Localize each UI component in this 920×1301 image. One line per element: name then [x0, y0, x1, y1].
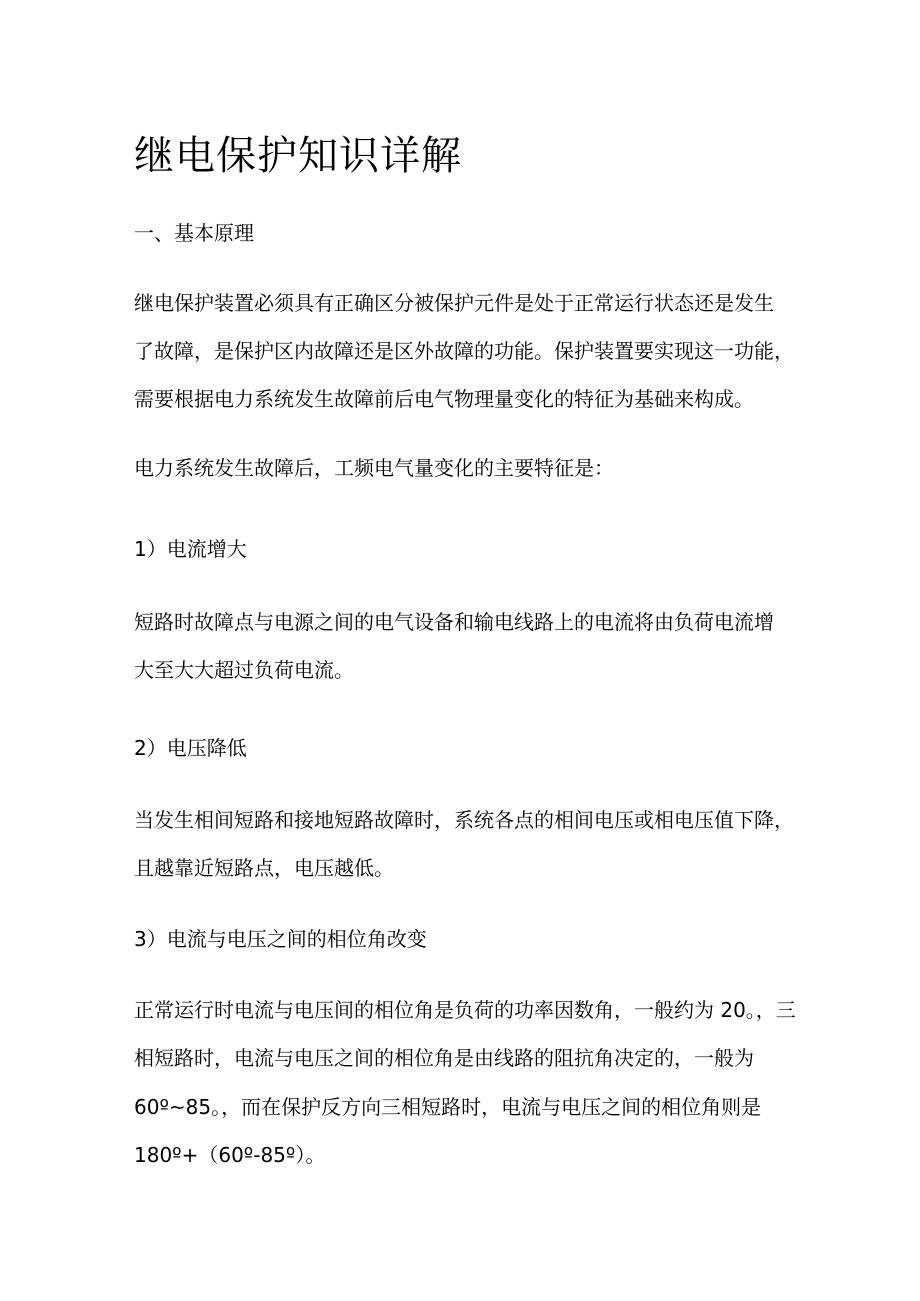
paragraph-line: 电力系统发生故障后，工频电气量变化的主要特征是： — [134, 456, 614, 480]
paragraph-line: 短路时故障点与电源之间的电气设备和输电线路上的电流将由负荷电流增 — [134, 610, 774, 634]
document-title: 继电保护知识详解 — [134, 133, 462, 179]
paragraph-line: 且越靠近短路点，电压越低。 — [134, 856, 394, 880]
paragraph-line: 继电保护装置必须具有正确区分被保护元件是处于正常运行状态还是发生 — [134, 291, 774, 315]
paragraph-line: 需要根据电力系统发生故障前后电气物理量变化的特征为基础来构成。 — [134, 387, 754, 411]
paragraph-line: 大至大大超过负荷电流。 — [134, 658, 354, 682]
paragraph-line: 了故障，是保护区内故障还是区外故障的功能。保护装置要实现这一功能， — [134, 339, 794, 363]
paragraph-line: 180º+（60º-85º）。 — [134, 1143, 326, 1167]
paragraph-line: 60º~85。，而在保护反方向三相短路时，电流与电压之间的相位角则是 — [134, 1095, 762, 1119]
section-heading-basic-principle: 一、基本原理 — [134, 221, 254, 245]
paragraph-line: 当发生相间短路和接地短路故障时，系统各点的相间电压或相电压值下降， — [134, 808, 794, 832]
item-heading-current-increase: 1）电流增大 — [134, 537, 247, 561]
item-heading-phase-angle-change: 3）电流与电压之间的相位角改变 — [134, 927, 427, 951]
item-heading-voltage-drop: 2）电压降低 — [134, 736, 247, 760]
paragraph-line: 相短路时，电流与电压之间的相位角是由线路的阻抗角决定的，一般为 — [134, 1046, 754, 1070]
paragraph-line: 正常运行时电流与电压间的相位角是负荷的功率因数角，一般约为 20。，三 — [134, 998, 796, 1022]
